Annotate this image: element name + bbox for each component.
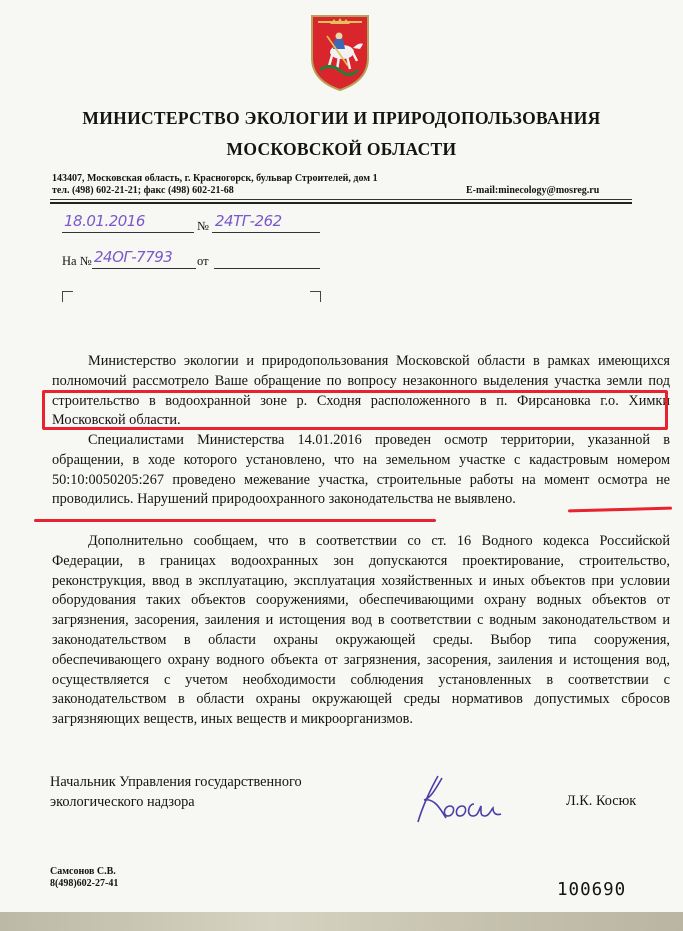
signatory-role	[50, 773, 302, 812]
paragraph-water-code	[52, 532, 670, 730]
highlighted-subject-text: выделения участка земли под строительство в водоохранной зоне р. Сходня расположенного в п. Фирсановка г.о. Химки Московской области.	[52, 372, 670, 429]
outgoing-number-line	[212, 232, 320, 233]
header-divider-thick	[50, 202, 632, 204]
reply-prefix: На №	[62, 254, 92, 268]
address-block-corner-left	[62, 291, 73, 302]
ministry-title-line2: МОСКОВСКОЙ ОБЛАСТИ	[226, 139, 457, 159]
signatory-name: Л.К. Косюк	[566, 793, 637, 809]
reply-date-label: от	[197, 254, 209, 268]
address-block-corner-right	[310, 291, 321, 302]
reply-number: 24ОГ-7793	[94, 248, 173, 266]
reply-number-line	[92, 268, 196, 269]
ministry-address	[52, 173, 378, 197]
document-serial-number: 100690	[557, 880, 627, 900]
header-divider	[50, 199, 632, 200]
paragraph-inspection-text: Специалистами Министерства 14.01.2016 проведен осмотр территории, указанной в обращении, в ходе которого установлено, что на земельном участке с кадастровым номером 50:10:0050205:267 проведено межевание участка, строительные работы на момент осмотра не проводились.	[52, 432, 670, 508]
moscow-oblast-coat-of-arms-icon	[306, 12, 374, 92]
reply-date-line	[214, 268, 320, 269]
paragraph-inspection	[52, 431, 670, 510]
paragraph-water-code-text: Дополнительно сообщаем, что в соответствии со ст. 16 Водного кодекса Российской Федерации, в границах водоохранных зон допускаются проектирование, строительство, реконструкция, ввод в эксплуатацию, эксплуатация хозяйственных и иных объектов при условии оборудования таких объектов сооружениями, обеспечивающими охрану водных объектов от загрязнения, засорения, заиления и истощения вод в соответствии с водным законодательством и законодательством в области охраны окружающей среды. Выбор типа сооружения, обеспечивающего охрану водного объекта от загрязнения, засорения, заиления и истощения вод, осуществляется с учетом необходимости соблюдения установленных в соответствии с законодательством в области охраны окружающей среды нормативов допустимых сбросов загрязняющих веществ, иных веществ и микроорганизмов.	[52, 533, 670, 728]
red-underline-left	[34, 519, 436, 522]
address-line: 143407, Московская область, г. Красногорск, бульвар Строителей, дом 1	[52, 173, 378, 184]
executor-phone: 8(498)602-27-41	[50, 878, 119, 889]
signatory-role-line1: Начальник Управления государственного	[50, 774, 302, 790]
red-highlight-box	[42, 390, 668, 430]
paragraph-intro-text: Министерство экологии и природопользования Московской области в рамках имеющихся полномочий рассмотрело Ваше обращение по вопросу незаконного	[52, 353, 670, 389]
executor-info	[50, 866, 118, 890]
number-prefix: №	[197, 219, 209, 233]
outgoing-date: 18.01.2016	[64, 212, 145, 230]
ministry-email: E-mail:minecology@mosreg.ru	[466, 185, 600, 196]
handwritten-signature	[400, 768, 550, 828]
scan-background-strip	[0, 912, 683, 931]
phone-fax-line: тел. (498) 602-21-21; факс (498) 602-21-68	[52, 185, 234, 196]
no-violations-text: Нарушений природоохранного законодательства не выявлено.	[137, 491, 516, 508]
executor-name: Самсонов С.В.	[50, 866, 116, 877]
ministry-title-line1: МИНИСТЕРСТВО ЭКОЛОГИИ И ПРИРОДОПОЛЬЗОВАНИЯ	[82, 108, 601, 128]
outgoing-date-line	[62, 232, 194, 233]
outgoing-number: 24ТГ-262	[215, 212, 282, 230]
signatory-role-line2: экологического надзора	[50, 793, 195, 810]
